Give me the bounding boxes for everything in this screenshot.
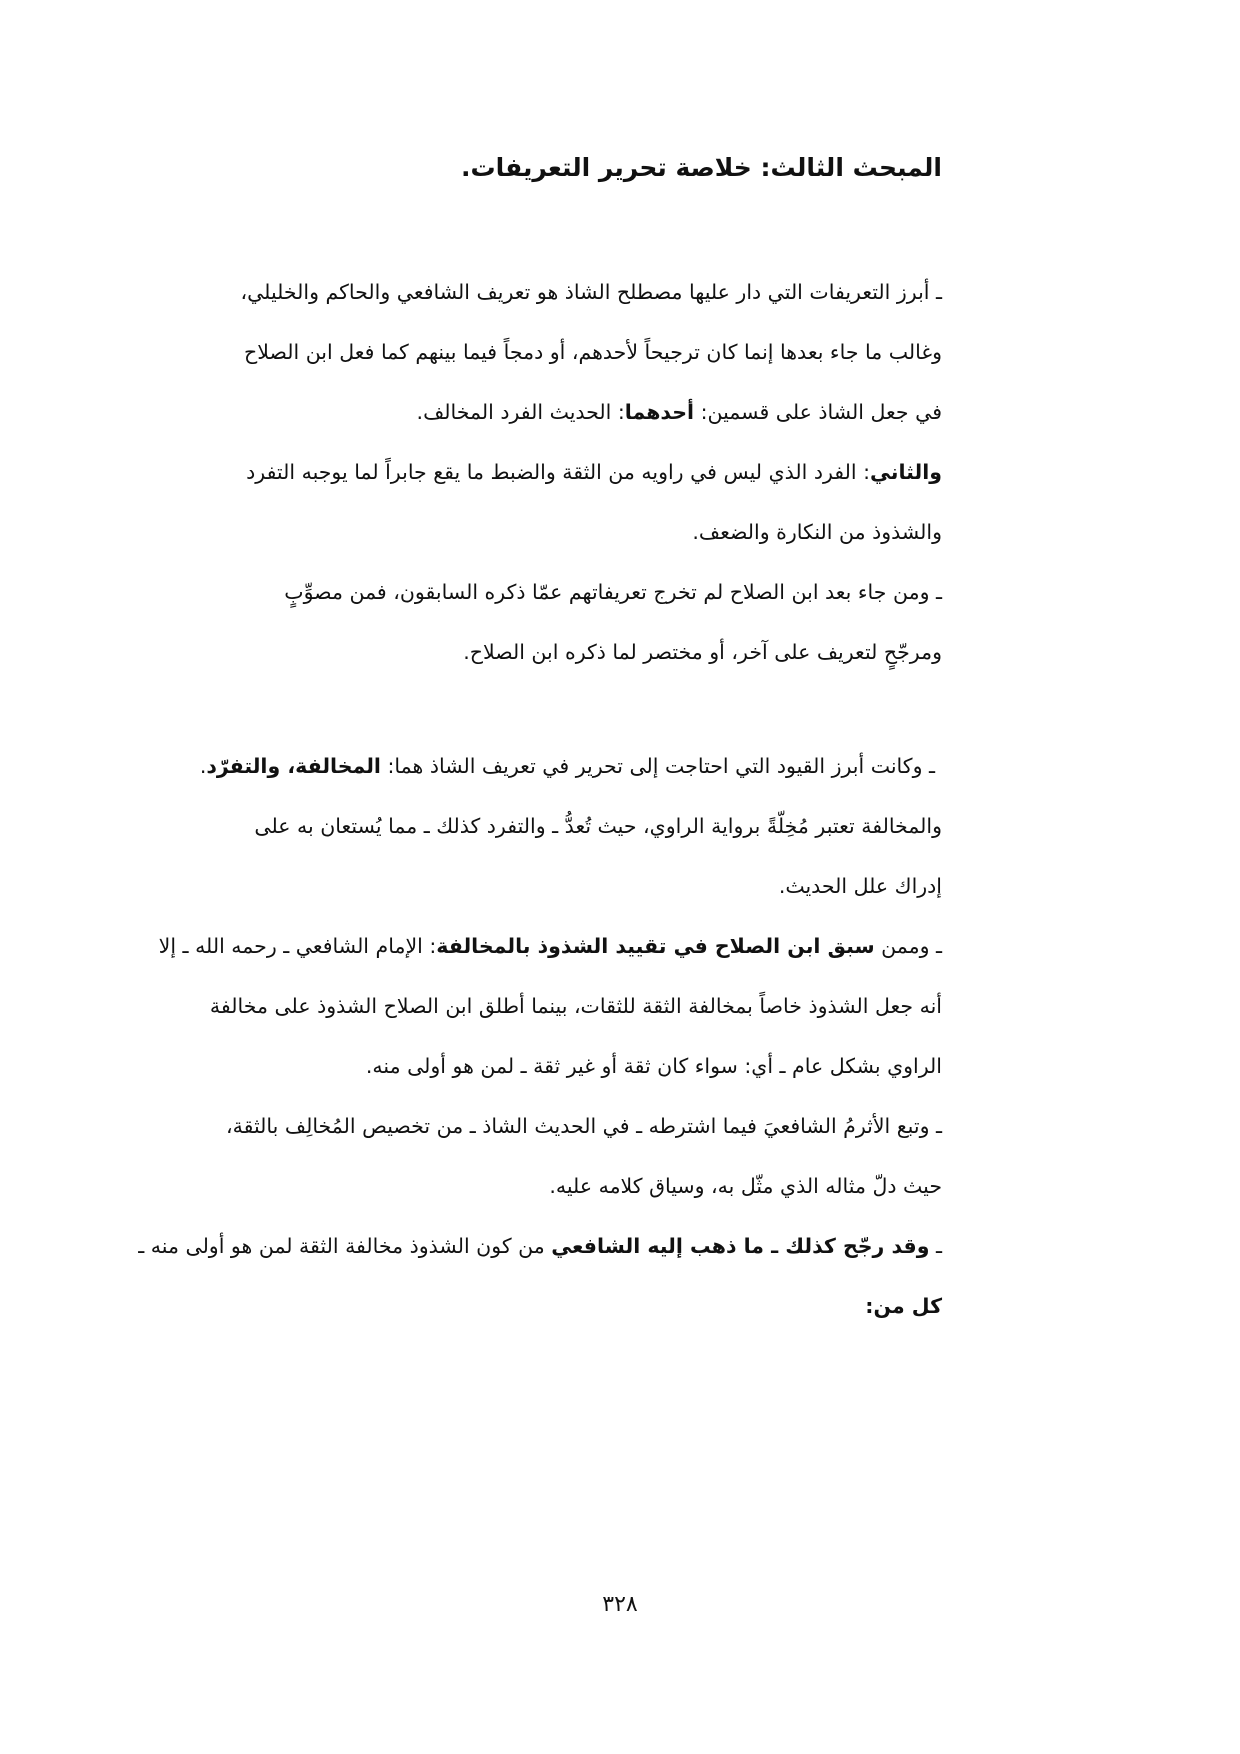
text-line-13	[366, 1046, 942, 1086]
text-line-16	[138, 1226, 942, 1266]
text-line-15	[549, 1166, 942, 1206]
page-number: ٣٢٨	[602, 1592, 638, 1617]
line-4-bold: والثاني	[870, 460, 942, 484]
line-4-post: : الفرد الذي ليس في راويه من الثقة والضبط ما يقع جابراً لما يوجبه التفرد	[246, 460, 871, 484]
line-6-text: ـ ومن جاء بعد ابن الصلاح لم تخرج تعريفاتهم عمّا ذكره السابقون، فمن مصوِّبٍ	[284, 580, 942, 604]
section-heading: المبحث الثالث: خلاصة تحرير التعريفات.	[460, 153, 942, 182]
line-3-pre: في جعل الشاذ على قسمين:	[694, 400, 942, 424]
line-8-bold: المخالفة، والتفرّد	[206, 754, 381, 778]
line-14-text: ـ وتبع الأثرمُ الشافعيَ فيما اشترطه ـ في الحديث الشاذ ـ من تخصيص المُخالِف بالثقة،	[225, 1114, 942, 1138]
line-2-text: وغالب ما جاء بعدها إنما كان ترجيحاً لأحدهم، أو دمجاً فيما بينهم كما فعل ابن الصلاح	[244, 340, 942, 364]
text-line-10	[779, 866, 942, 906]
line-3-post: : الحديث الفرد المخالف.	[416, 400, 625, 424]
text-line-3	[417, 392, 942, 432]
line-17-bold: كل من:	[865, 1294, 942, 1318]
line-13-text: الراوي بشكل عام ـ أي: سواء كان ثقة أو غير ثقة ـ لمن هو أولى منه.	[365, 1054, 942, 1078]
line-12-text: أنه جعل الشذوذ خاصاً بمخالفة الثقة للثقات، بينما أطلق ابن الصلاح الشذوذ على مخالفة	[209, 994, 942, 1018]
text-line-12	[209, 986, 942, 1026]
line-16-pre: ـ	[929, 1234, 942, 1258]
text-line-7	[463, 632, 942, 672]
line-9-text: والمخالفة تعتبر مُخِلّةً برواية الراوي، حيث تُعدُّ ـ والتفرد كذلك ـ مما يُستعان به على	[254, 814, 942, 838]
line-11-pre: ـ وممن	[874, 934, 942, 958]
text-line-17	[865, 1286, 942, 1326]
line-8-pre: ـ وكانت أبرز القيود التي احتاجت إلى تحرير في تعريف الشاذ هما:	[380, 754, 935, 778]
text-line-8	[200, 746, 935, 786]
line-15-text: حيث دلّ مثاله الذي مثّل به، وسياق كلامه عليه.	[549, 1174, 942, 1198]
text-line-1	[240, 272, 942, 312]
line-10-text: إدراك علل الحديث.	[778, 874, 942, 898]
text-line-4	[246, 452, 942, 492]
text-line-6	[284, 572, 942, 612]
line-8-post: .	[199, 754, 207, 778]
line-5-text: والشذوذ من النكارة والضعف.	[692, 520, 942, 544]
line-16-post: من كون الشذوذ مخالفة الثقة لمن هو أولى منه ـ	[138, 1234, 552, 1258]
text-line-11	[158, 926, 942, 966]
line-7-text: ومرجّحٍ لتعريف على آخر، أو مختصر لما ذكره ابن الصلاح.	[463, 640, 942, 664]
line-11-bold: سبق ابن الصلاح في تقييد الشذوذ بالمخالفة	[436, 934, 875, 958]
line-16-bold: وقد رجّح كذلك ـ ما ذهب إليه الشافعي	[551, 1234, 930, 1258]
line-1-text: ـ أبرز التعريفات التي دار عليها مصطلح الشاذ هو تعريف الشافعي والحاكم والخليلي،	[240, 280, 942, 304]
line-3-bold: أحدهما	[624, 400, 695, 424]
text-line-2	[244, 332, 942, 372]
line-11-post: : الإمام الشافعي ـ رحمه الله ـ إلا	[158, 934, 437, 958]
text-line-5	[692, 512, 942, 552]
text-line-14	[225, 1106, 942, 1146]
text-line-9	[254, 806, 942, 846]
